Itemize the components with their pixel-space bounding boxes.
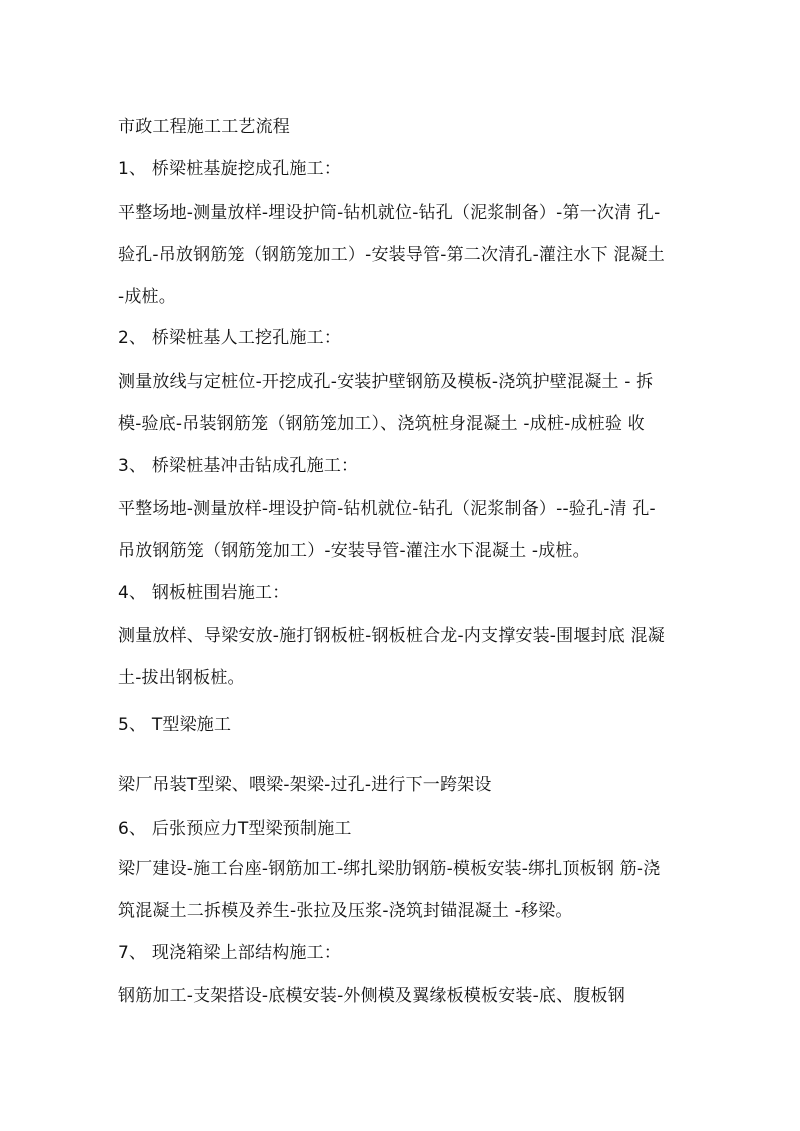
- section-3-line-1: 平整场地-测量放样-埋设护筒-钻机就位-钻孔（泥浆制备）--验孔-清 孔-: [118, 499, 656, 519]
- section-7-line-1: 钢筋加工-支架搭设-底模安装-外侧模及翼缘板模板安装-底、腹板钢: [118, 986, 625, 1006]
- section-6-heading: 6、 后张预应力T型梁预制施工: [118, 819, 352, 839]
- document-title: 市政工程施工工艺流程: [118, 117, 290, 137]
- section-1-line-3: -成桩。: [118, 287, 176, 307]
- section-6-line-2: 筑混凝土二拆模及养生-张拉及压浆-浇筑封锚混凝土 -移梁。: [118, 901, 573, 921]
- section-5-line-1: 梁厂吊装T型梁、喂梁-架梁-过孔-进行下一跨架设: [118, 775, 492, 795]
- section-1-line-1: 平整场地-测量放样-埋设护筒-钻机就位-钻孔（泥浆制备）-第一次清 孔-: [118, 203, 661, 223]
- section-3-heading: 3、 桥梁桩基冲击钻成孔施工：: [118, 456, 359, 476]
- section-2-line-2: 模-验底-吊装钢筋笼（钢筋笼加工）、浇筑桩身混凝土 -成桩-成桩验 收: [118, 414, 645, 434]
- section-1-heading: 1、 桥梁桩基旋挖成孔施工：: [118, 159, 342, 179]
- section-2-line-1: 测量放线与定桩位-开挖成孔-安装护壁钢筋及模板-浇筑护壁混凝土 - 拆: [118, 372, 654, 392]
- section-3-line-2: 吊放钢筋笼（钢筋笼加工）-安装导管-灌注水下混凝土 -成桩。: [118, 541, 590, 561]
- section-2-heading: 2、 桥梁桩基人工挖孔施工：: [118, 328, 342, 348]
- section-4-heading: 4、 钢板桩围岩施工：: [118, 583, 290, 603]
- section-5-heading: 5、 T型梁施工: [118, 715, 232, 735]
- section-6-line-1: 梁厂建设-施工台座-钢筋加工-绑扎梁肋钢筋-模板安装-绑扎顶板钢 筋-浇: [118, 859, 661, 879]
- section-4-line-1: 测量放样、导梁安放-施打钢板桩-钢板桩合龙-内支撑安装-围堰封底 混凝: [118, 626, 665, 646]
- section-4-line-2: 土-拔出钢板桩。: [118, 668, 245, 688]
- section-7-heading: 7、 现浇箱梁上部结构施工：: [118, 943, 342, 963]
- section-1-line-2: 验孔-吊放钢筋笼（钢筋笼加工）-安装导管-第二次清孔-灌注水下 混凝土: [118, 245, 665, 265]
